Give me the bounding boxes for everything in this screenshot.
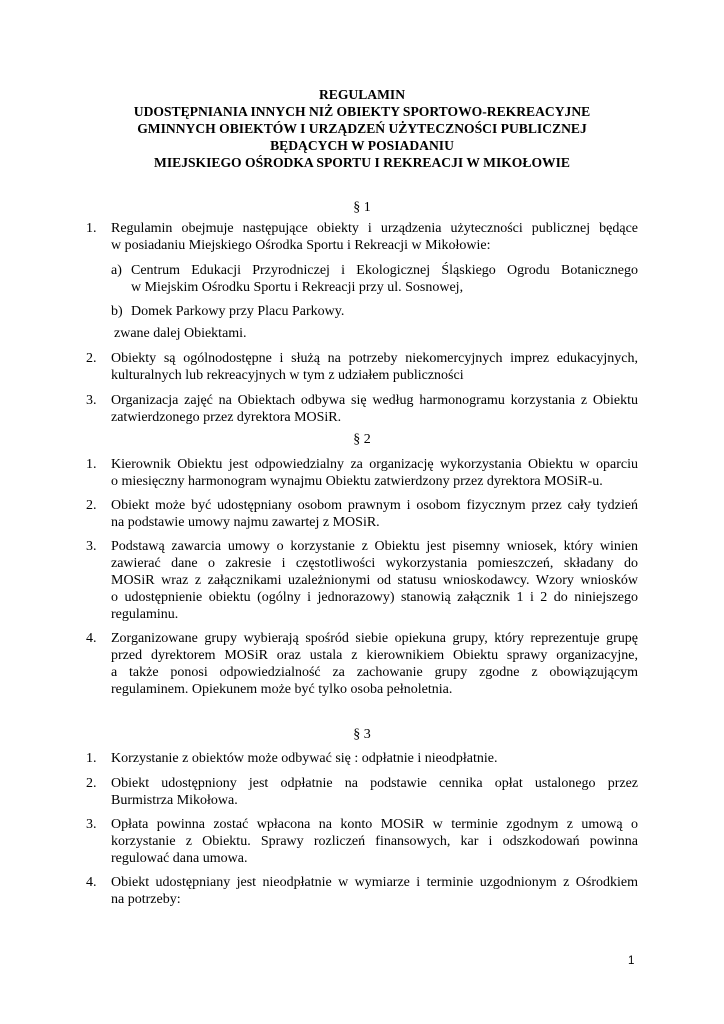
s2-item-2-number: 2. <box>86 498 97 513</box>
s1-subitem-b-letter: b) <box>111 304 123 319</box>
s1-subitem-a-line-2: w Miejskim Ośrodku Sportu i Rekreacji przy ul. Sosnowej, <box>131 280 464 295</box>
s2-item-4-line-3: a także ponosi odpowiedzialność za zachowanie grupy zgodne z obowiązującym <box>111 665 638 680</box>
section-2-heading: § 2 <box>353 432 371 447</box>
s1-item-3-line-2: zatwierdzonego przez dyrektora MOSiR. <box>111 410 342 425</box>
section-3-heading: § 3 <box>353 727 371 742</box>
s2-item-1-line-2: o miesięczny harmonogram wynajmu Obiektu zatwierdzony przez dyrektora MOSiR-u. <box>111 474 603 489</box>
s2-item-4-line-1: Zorganizowane grupy wybierają spośród siebie opiekuna grupy, który reprezentuje grupę <box>111 631 638 646</box>
s1-item-2-number: 2. <box>86 351 97 366</box>
s1-item-2-line-1: Obiekty są ogólnodostępne i służą na potrzeby niekomercyjnych imprez edukacyjnych, <box>111 351 638 366</box>
s3-item-3-line-2: korzystanie z Obiektu. Sprawy rozliczeń finansowych, kar i odszkodowań powinna <box>111 834 638 849</box>
document-title-line-4: BĘDĄCYCH W POSIADANIU <box>270 138 454 153</box>
s3-item-3-number: 3. <box>86 817 97 832</box>
document-title-line-1: REGULAMIN <box>318 87 406 102</box>
s2-item-3-line-3: MOSiR wraz z załącznikami uzależnionymi od statusu wnioskodawcy. Wzory wniosków <box>111 573 638 588</box>
s3-item-3-line-1: Opłata powinna zostać wpłacona na konto MOSiR w terminie zgodnym z umową o <box>111 817 638 832</box>
s1-item-2-line-2: kulturalnych lub rekreacyjnych w tym z udziałem publiczności <box>111 368 464 383</box>
s2-item-3-line-4: o udostępnienie obiektu (ogólny i jednorazowy) stanowią załącznik 1 i 2 do niniejszego <box>111 590 638 605</box>
s3-item-2-number: 2. <box>86 776 97 791</box>
s1-subitem-a-letter: a) <box>111 263 122 278</box>
s3-item-4-line-1: Obiekt udostępniany jest nieodpłatnie w wymiarze i terminie uzgodnionym z Ośrodkiem <box>111 875 638 890</box>
s2-item-1-number: 1. <box>86 457 97 472</box>
s1-item-1-line-2: w posiadaniu Miejskiego Ośrodka Sportu i Rekreacji w Mikołowie: <box>111 238 491 253</box>
s2-item-4-line-2: przed dyrektorem MOSiR oraz ustala z kierownikiem Obiektu sprawy organizacyjne, <box>111 648 638 663</box>
s1-item-3-number: 3. <box>86 393 97 408</box>
s2-item-4-number: 4. <box>86 631 97 646</box>
s3-item-4-line-2: na potrzeby: <box>111 892 181 907</box>
document-title-line-3: GMINNYCH OBIEKTÓW I URZĄDZEŃ UŻYTECZNOŚCI PUBLICZNEJ <box>137 121 587 136</box>
s2-item-3-number: 3. <box>86 539 97 554</box>
s2-item-2-line-1: Obiekt może być udostępniany osobom prawnym i osobom fizycznym przez cały tydzień <box>111 498 638 513</box>
s1-subitem-b-line-1: Domek Parkowy przy Placu Parkowy. <box>131 304 345 319</box>
s1-item-1-number: 1. <box>86 221 97 236</box>
s3-item-3-line-3: regulować dana umowa. <box>111 851 248 866</box>
s2-item-4-line-4: regulaminem. Opiekunem może być tylko osoba pełnoletnia. <box>111 682 453 697</box>
s3-item-2-line-1: Obiekt udostępniony jest odpłatnie na podstawie cennika opłat ustalonego przez <box>111 776 638 791</box>
page-number: 1 <box>628 955 635 967</box>
s2-item-2-line-2: na podstawie umowy najmu zawartej z MOSiR. <box>111 515 380 530</box>
s2-item-3-line-5: regulaminu. <box>111 607 179 622</box>
s1-subitem-a-line-1: Centrum Edukacji Przyrodniczej i Ekologicznej Śląskiego Ogrodu Botanicznego <box>131 263 638 278</box>
s2-item-1-line-1: Kierownik Obiektu jest odpowiedzialny za organizację wykorzystania Obiektu w oparciu <box>111 457 638 472</box>
s2-item-3-line-2: zawierać dane o zakresie i częstotliwości wykorzystania pomieszczeń, składany do <box>111 556 638 571</box>
s3-item-4-number: 4. <box>86 875 97 890</box>
s3-item-2-line-2: Burmistrza Mikołowa. <box>111 793 238 808</box>
s3-item-1-number: 1. <box>86 751 97 766</box>
section-1-heading: § 1 <box>353 200 371 215</box>
s1-item-1-line-1: Regulamin obejmuje następujące obiekty i urządzenia użyteczności publicznej będące <box>111 221 638 236</box>
s1-item-1-tail: zwane dalej Obiektami. <box>114 326 247 341</box>
s1-item-3-line-1: Organizacja zajęć na Obiektach odbywa się według harmonogramu korzystania z Obiektu <box>111 393 638 408</box>
s3-item-1-line-1: Korzystanie z obiektów może odbywać się : odpłatnie i nieodpłatnie. <box>111 751 498 766</box>
document-title-line-2: UDOSTĘPNIANIA INNYCH NIŻ OBIEKTY SPORTOWO-REKREACYJNE <box>133 104 591 119</box>
document-title-line-5: MIEJSKIEGO OŚRODKA SPORTU I REKREACJI W MIKOŁOWIE <box>154 155 570 170</box>
s2-item-3-line-1: Podstawą zawarcia umowy o korzystanie z Obiektu jest pisemny wniosek, który winien <box>111 539 638 554</box>
